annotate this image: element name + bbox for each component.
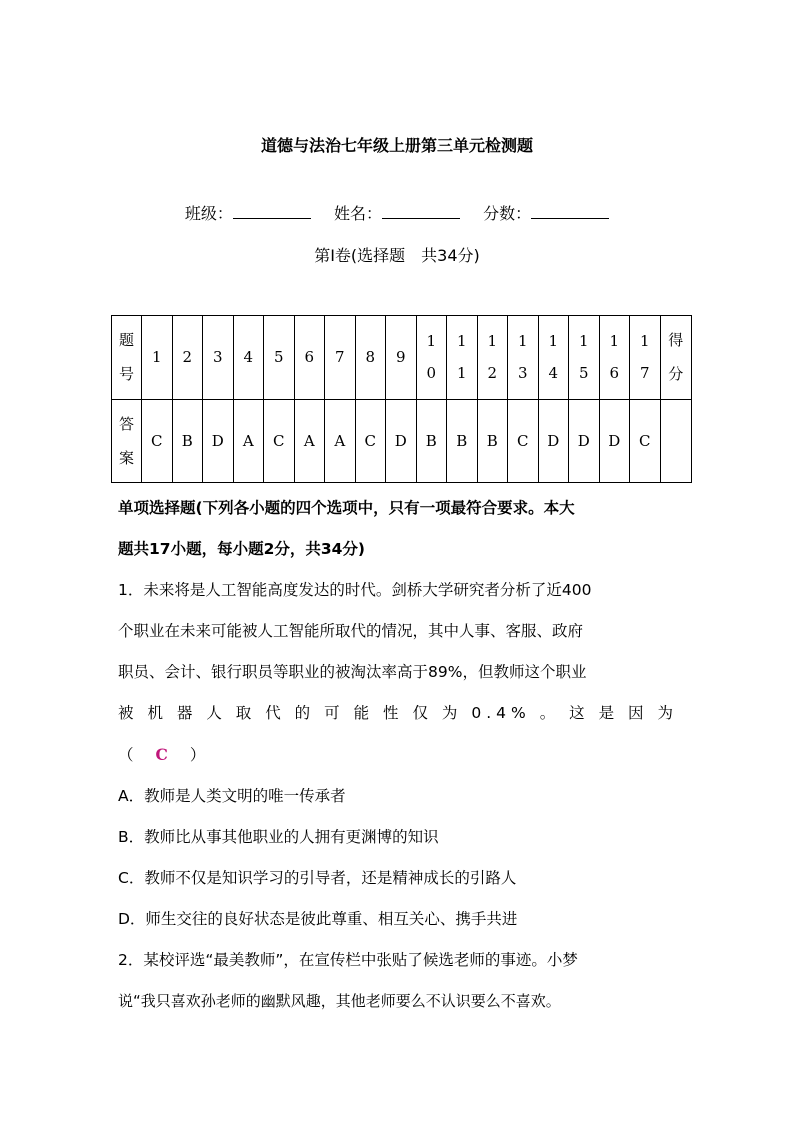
question-number-cell: 3 [203, 316, 234, 400]
score-label: 分数： [483, 204, 532, 223]
question-number-cell: 9 [386, 316, 417, 400]
instructions-line-1: 单项选择题(下列各小题的四个选项中，只有一项最符合要求。本大 [118, 499, 575, 517]
answer-cell: D [203, 399, 234, 483]
section-title: 第Ⅰ卷(选择题 共34分) [314, 246, 480, 265]
q1-option-d: D．师生交往的良好状态是彼此尊重、相互关心、携手共进 [118, 910, 518, 928]
answer-cell: D [569, 399, 600, 483]
answer-cell: C [142, 399, 173, 483]
question-number-row [112, 316, 692, 400]
q2-line-1: 2．某校评选“最美教师”，在宣传栏中张贴了候选老师的事迹。小梦 [118, 951, 578, 969]
answer-cell: B [416, 399, 447, 483]
question-number-cell: 6 [294, 316, 325, 400]
q1-option-b: B．教师比从事其他职业的人拥有更渊博的知识 [118, 828, 439, 846]
answer-cell: A [294, 399, 325, 483]
question-number-cell: 4 [233, 316, 264, 400]
question-number-cell: 8 [355, 316, 386, 400]
answer-cell: A [233, 399, 264, 483]
class-label: 班级： [184, 204, 233, 223]
answer-cell: D [538, 399, 569, 483]
score-cell [660, 399, 692, 483]
q1-line-2: 个职业在未来可能被人工智能所取代的情况，其中人事、客服、政府 [118, 622, 584, 640]
answer-cell: A [325, 399, 356, 483]
q1-option-c: C．教师不仅是知识学习的引导者，还是精神成长的引路人 [118, 869, 517, 887]
answer-cell: B [477, 399, 508, 483]
question-number-cell: 13 [508, 316, 539, 400]
question-number-cell: 16 [599, 316, 630, 400]
q2-line-2: 说“我只喜欢孙老师的幽默风趣，其他老师要么不认识要么不喜欢。 [118, 992, 561, 1010]
student-info-line [0, 201, 794, 224]
answer-cell: D [386, 399, 417, 483]
question-number-cell: 2 [172, 316, 203, 400]
q1-line-3: 职员、会计、银行职员等职业的被淘汰率高于89%，但教师这个职业 [118, 663, 587, 681]
answer-cell: D [599, 399, 630, 483]
name-label: 姓名： [333, 204, 382, 223]
question-number-cell: 5 [264, 316, 295, 400]
page-title: 道德与法治七年级上册第三单元检测题 [260, 136, 533, 155]
question-number-cell: 11 [447, 316, 478, 400]
q1-line-1: 1．未来将是人工智能高度发达的时代。剑桥大学研究者分析了近400 [118, 581, 592, 599]
open-paren: （ [118, 746, 134, 764]
score-header: 得分 [660, 316, 692, 400]
instructions-line-2: 题共17小题，每小题2分，共34分) [118, 540, 366, 558]
answer-row [112, 399, 692, 483]
answer-cell: B [447, 399, 478, 483]
question-number-cell: 12 [477, 316, 508, 400]
score-blank [531, 204, 609, 219]
answer-cell: C [355, 399, 386, 483]
q1-answer: C [155, 745, 168, 764]
question-number-cell: 17 [630, 316, 661, 400]
question-number-cell: 1 [142, 316, 173, 400]
answer-cell: C [264, 399, 295, 483]
q1-option-a: A．教师是人类文明的唯一传承者 [118, 787, 346, 805]
question-number-cell: 7 [325, 316, 356, 400]
question-number-cell: 14 [538, 316, 569, 400]
class-blank [233, 204, 311, 219]
name-blank [382, 204, 460, 219]
q1-answer-line [118, 734, 678, 776]
answer-cell: B [172, 399, 203, 483]
question-number-cell: 15 [569, 316, 600, 400]
answer-cell: C [630, 399, 661, 483]
row-header-number: 题号 [112, 316, 142, 400]
close-paren: ） [189, 746, 206, 764]
q1-line-4: 被机器人取代的可能性仅为0.4%。这是因为 [118, 704, 678, 722]
answer-table [111, 315, 692, 483]
answer-cell: C [508, 399, 539, 483]
question-body [118, 488, 678, 1022]
row-header-answer: 答案 [112, 399, 142, 483]
question-number-cell: 10 [416, 316, 447, 400]
